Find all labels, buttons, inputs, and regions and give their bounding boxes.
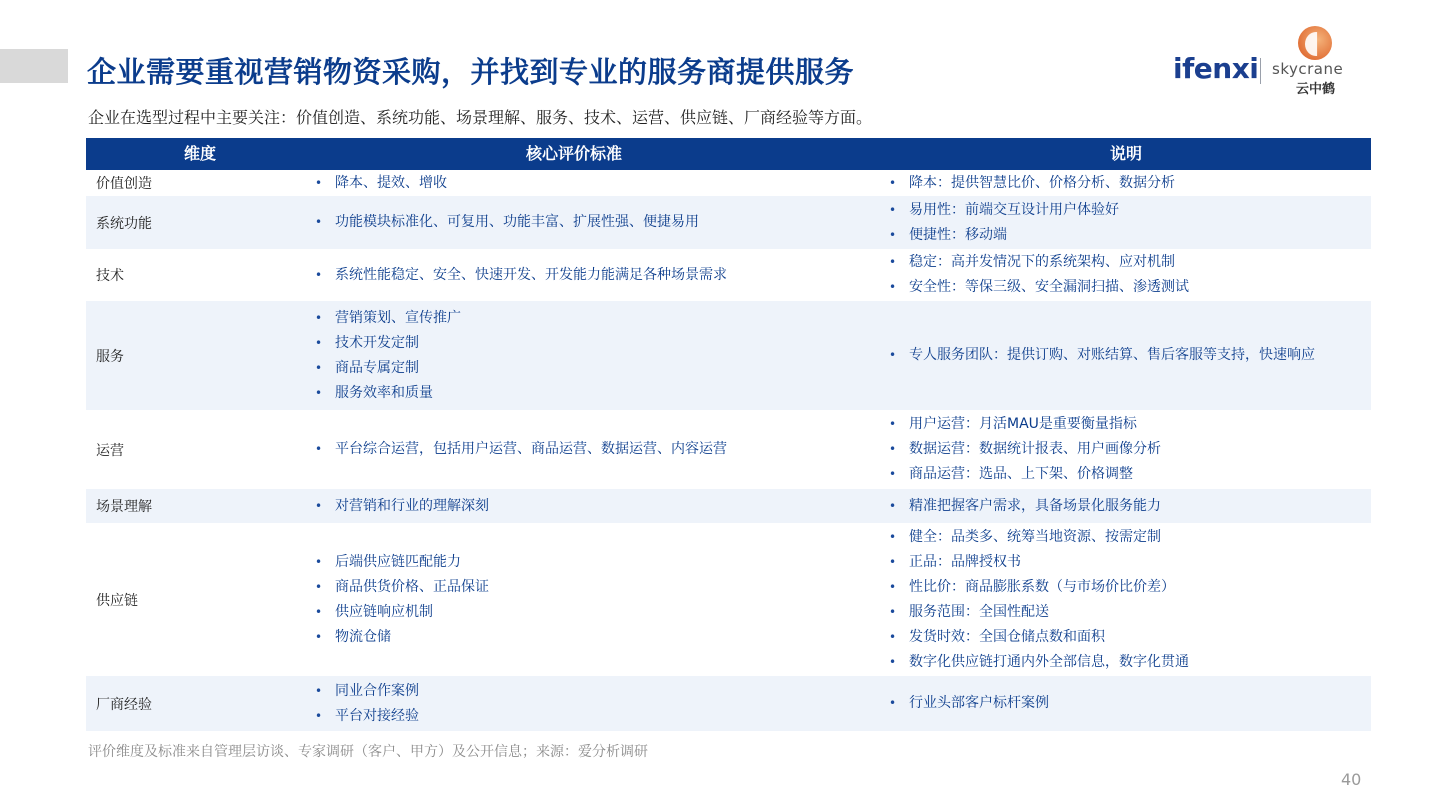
bullet-icon: •	[315, 175, 323, 190]
criteria-item	[314, 550, 874, 575]
title-accent-bar	[0, 49, 68, 83]
criteria-item-text: 营销策划、宣传推广	[335, 309, 461, 326]
row-dimension: 服务	[96, 348, 124, 365]
bullet-icon: •	[889, 348, 897, 362]
row-description	[888, 170, 1368, 196]
table-row	[86, 489, 1371, 523]
description-item-text: 安全性：等保三级、安全漏洞扫描、渗透测试	[909, 279, 1189, 295]
description-item	[888, 412, 1368, 437]
bullet-icon: •	[889, 417, 897, 431]
criteria-item	[314, 210, 874, 235]
description-item	[888, 650, 1368, 675]
criteria-item	[314, 331, 874, 356]
skycrane-logo	[1272, 26, 1362, 96]
description-item-text: 正品：品牌授权书	[909, 553, 1021, 570]
row-dimension: 运营	[96, 442, 124, 459]
description-item-text: 用户运营：月活MAU是重要衡量指标	[909, 416, 1137, 432]
row-description	[888, 249, 1368, 301]
row-dimension: 厂商经验	[96, 696, 152, 713]
row-description	[888, 196, 1368, 249]
bullet-icon: •	[889, 280, 897, 294]
bullet-icon: •	[889, 227, 897, 242]
page-number: 40	[1341, 770, 1362, 789]
description-item-text: 发货时效：全国仓储点数和面积	[909, 628, 1105, 645]
row-criteria	[314, 676, 874, 731]
row-dimension: 价值创造	[96, 176, 152, 192]
table-row	[86, 170, 1371, 196]
bullet-icon: •	[889, 579, 897, 594]
description-item	[888, 250, 1368, 275]
criteria-item	[314, 171, 874, 196]
row-description	[888, 301, 1368, 410]
row-criteria	[314, 410, 874, 489]
bullet-icon: •	[889, 629, 897, 644]
description-item	[888, 691, 1368, 716]
description-item	[888, 198, 1368, 223]
description-item-text: 降本：提供智慧比价、价格分析、数据分析	[909, 174, 1175, 191]
criteria-item-text: 降本、提效、增收	[335, 174, 447, 191]
description-item-text: 精准把握客户需求，具备场景化服务能力	[909, 497, 1161, 514]
bullet-icon: •	[315, 498, 323, 513]
header-description: 说明	[1109, 144, 1142, 163]
criteria-item-text: 同业合作案例	[335, 682, 419, 699]
description-item-text: 健全：品类多、统筹当地资源、按需定制	[909, 528, 1161, 545]
criteria-item	[314, 356, 874, 381]
row-criteria	[314, 523, 874, 676]
criteria-item	[314, 600, 874, 625]
bullet-icon: •	[315, 579, 323, 594]
criteria-item	[314, 494, 874, 519]
criteria-item	[314, 381, 874, 406]
criteria-item	[314, 575, 874, 600]
description-item-text: 数字化供应链打通内外全部信息，数字化贯通	[909, 653, 1189, 670]
description-item	[888, 171, 1368, 196]
criteria-item-text: 功能模块标准化、可复用、功能丰富、扩展性强、便捷易用	[335, 214, 699, 230]
description-item	[888, 525, 1368, 550]
description-item	[888, 494, 1368, 519]
criteria-item	[314, 625, 874, 650]
description-item	[888, 600, 1368, 625]
bullet-icon: •	[315, 554, 323, 569]
bullet-icon: •	[315, 310, 323, 325]
table-row	[86, 523, 1371, 676]
bullet-icon: •	[315, 360, 323, 375]
bullet-icon: •	[315, 385, 323, 400]
row-dimension: 系统功能	[96, 215, 152, 232]
source-footnote: 评价维度及标准来自管理层访谈、专家调研（客户、甲方）及公开信息；来源：爱分析调研	[88, 744, 648, 760]
bullet-icon: •	[889, 467, 897, 481]
evaluation-table	[86, 138, 1371, 731]
bullet-icon: •	[889, 529, 897, 544]
skycrane-cn-name: 云中鹤	[1296, 82, 1336, 97]
row-dimension: 技术	[96, 268, 124, 284]
criteria-item-text: 供应链响应机制	[335, 603, 433, 620]
description-item-text: 易用性：前端交互设计用户体验好	[909, 201, 1119, 218]
criteria-item-text: 商品供货价格、正品保证	[335, 578, 489, 595]
row-criteria	[314, 301, 874, 410]
criteria-item-text: 物流仓储	[335, 628, 391, 645]
bullet-icon: •	[315, 629, 323, 644]
criteria-item	[314, 679, 874, 704]
row-criteria	[314, 249, 874, 301]
bullet-icon: •	[889, 654, 897, 669]
bullet-icon: •	[315, 267, 323, 282]
row-dimension: 场景理解	[96, 499, 152, 515]
description-item-text: 服务范围：全国性配送	[909, 603, 1049, 620]
bullet-icon: •	[315, 604, 323, 619]
description-item	[888, 223, 1368, 248]
description-item	[888, 625, 1368, 650]
bullet-icon: •	[315, 215, 323, 229]
row-description	[888, 676, 1368, 731]
row-description	[888, 489, 1368, 523]
description-item	[888, 437, 1368, 462]
description-item-text: 稳定：高并发情况下的系统架构、应对机制	[909, 254, 1175, 270]
criteria-item-text: 服务效率和质量	[335, 384, 433, 401]
row-criteria	[314, 170, 874, 196]
description-item-text: 数据运营：数据统计报表、用户画像分析	[909, 441, 1161, 457]
criteria-item-text: 系统性能稳定、安全、快速开发、开发能力能满足各种场景需求	[335, 266, 727, 283]
bullet-icon: •	[889, 498, 897, 513]
row-criteria	[314, 489, 874, 523]
ifenxi-logo: ifenxi	[1173, 52, 1259, 85]
table-row	[86, 676, 1371, 731]
criteria-item-text: 技术开发定制	[335, 334, 419, 351]
table-row	[86, 301, 1371, 410]
description-item-text: 行业头部客户标杆案例	[909, 695, 1049, 711]
criteria-item	[314, 306, 874, 331]
description-item	[888, 550, 1368, 575]
description-item-text: 商品运营：选品、上下架、价格调整	[909, 466, 1133, 482]
criteria-item-text: 平台对接经验	[335, 707, 419, 724]
criteria-item	[314, 263, 874, 288]
description-item-text: 便捷性：移动端	[909, 226, 1007, 243]
table-header	[86, 138, 1371, 170]
header-criteria: 核心评价标准	[525, 144, 622, 163]
bullet-icon: •	[889, 604, 897, 619]
row-criteria	[314, 196, 874, 249]
bullet-icon: •	[889, 255, 897, 269]
row-dimension: 供应链	[96, 592, 138, 609]
criteria-item-text: 后端供应链匹配能力	[335, 553, 461, 570]
page-subtitle: 企业在选型过程中主要关注：价值创造、系统功能、场景理解、服务、技术、运营、供应链、厂商经验等方面。	[88, 108, 873, 127]
bullet-icon: •	[889, 442, 897, 456]
skycrane-wordmark: skycrane	[1272, 60, 1344, 78]
criteria-item-text: 平台综合运营，包括用户运营、商品运营、数据运营、内容运营	[335, 441, 727, 457]
description-item	[888, 275, 1368, 300]
header-dimension: 维度	[183, 144, 216, 163]
bullet-icon: •	[889, 202, 897, 217]
bullet-icon: •	[315, 683, 323, 698]
description-item	[888, 462, 1368, 487]
row-description	[888, 410, 1368, 489]
bullet-icon: •	[889, 696, 897, 710]
description-item-text: 性比价：商品膨胀系数（与市场价比价差）	[909, 578, 1175, 595]
page-title: 企业需要重视营销物资采购，并找到专业的服务商提供服务	[87, 55, 855, 89]
bullet-icon: •	[315, 708, 323, 723]
bullet-icon: •	[889, 554, 897, 569]
criteria-item	[314, 437, 874, 462]
table-row	[86, 249, 1371, 301]
bullet-icon: •	[315, 335, 323, 350]
table-body	[86, 170, 1371, 731]
table-row	[86, 410, 1371, 489]
description-item	[888, 343, 1368, 368]
criteria-item-text: 商品专属定制	[335, 359, 419, 376]
description-item	[888, 575, 1368, 600]
criteria-item-text: 对营销和行业的理解深刻	[335, 497, 489, 514]
bullet-icon: •	[889, 175, 897, 190]
description-item-text: 专人服务团队：提供订购、对账结算、售后客服等支持，快速响应	[909, 347, 1315, 363]
bullet-icon: •	[315, 442, 323, 456]
row-description	[888, 523, 1368, 676]
table-row	[86, 196, 1371, 249]
criteria-item	[314, 704, 874, 729]
logo-divider	[1260, 58, 1261, 84]
